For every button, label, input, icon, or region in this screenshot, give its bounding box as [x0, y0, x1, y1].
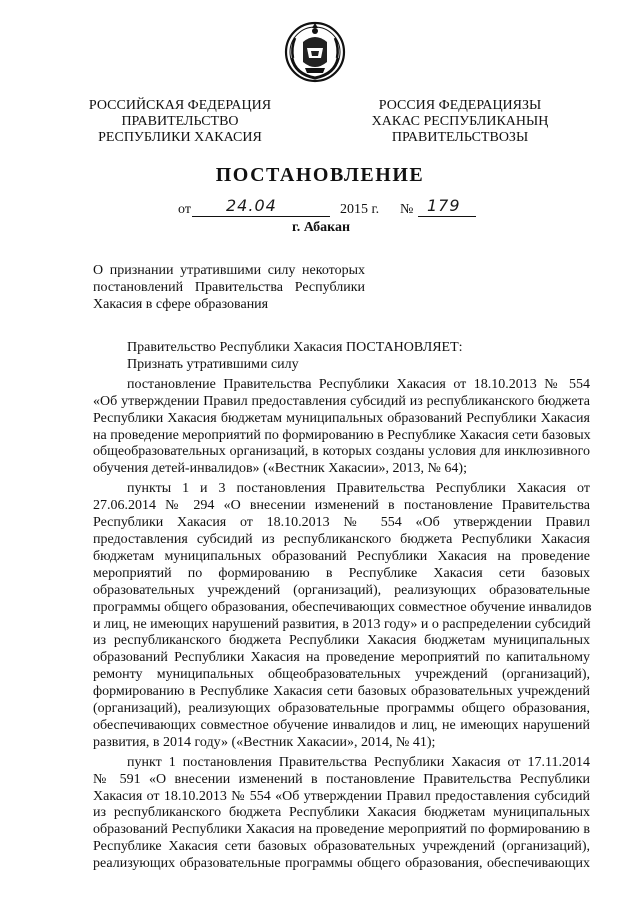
- handwritten-date: 24.04: [226, 196, 277, 215]
- body-line: обучения детей-инвалидов» («Вестник Хакасии», 2013, № 64);: [93, 461, 467, 477]
- body-line: мероприятий по формированию в Республике Хакасия сети базовых: [93, 565, 590, 581]
- header-right: [362, 98, 558, 146]
- body-line: Республики Хакасия от 18.10.2013 № 554 «Об утверждении Правил: [93, 515, 590, 531]
- header-right-line-1: РОССИЯ ФЕДЕРАЦИЯЗЫ: [378, 98, 542, 113]
- header-right-line-3: ПРАВИТЕЛЬСТВОЗЫ: [391, 130, 529, 145]
- body-line: образований Республики Хакасия на проведение мероприятий по формированию в: [93, 822, 590, 838]
- body-text: [93, 340, 590, 873]
- body-line: формированию в Республике Хакасия сети базовых образовательных учреждений: [93, 684, 590, 700]
- body-line: № 591 «О внесении изменений в постановление Правительства Республики: [93, 771, 590, 787]
- number-sign: №: [400, 202, 414, 217]
- body-line: развития, в 2014 году» («Вестник Хакасии», 2014, № 41);: [93, 734, 436, 750]
- body-line: (организаций), реализующих образовательные программы общего образования,: [93, 701, 590, 717]
- date-line: [0, 196, 640, 220]
- body-line: Республики Хакасия бюджетам муниципальных образований Республики Хакасия: [93, 410, 590, 426]
- khakassia-coat-of-arms-icon: [283, 18, 347, 84]
- body-line: Республике Хакасия сети базовых образовательных учреждений (организаций),: [93, 839, 590, 855]
- body-line: постановление Правительства Республики Хакасия от 18.10.2013 № 554: [127, 376, 590, 392]
- body-line: предоставления субсидий из республиканского бюджета Республики Хакасия: [93, 531, 590, 547]
- date-underline: [192, 216, 330, 217]
- body-line: Хакасия от 18.10.2013 № 554 «Об утверждении Правил предоставления субсидий: [93, 788, 590, 804]
- body-line: программы общего образования, обеспечивающих совместное обучение инвалидов: [93, 599, 592, 615]
- body-line: обеспечивающих совместное обучение инвалидов и лиц, не имеющих нарушений: [93, 717, 590, 733]
- body-line: 27.06.2014 № 294 «О внесении изменений в постановление Правительства: [93, 498, 590, 514]
- subject-line-2: постановлений Правительства Республики: [93, 280, 365, 295]
- header-left-line-3: РЕСПУБЛИКИ ХАКАСИЯ: [98, 130, 262, 145]
- body-line: реализующих образовательные программы общего образования, обеспечивающих: [93, 856, 590, 872]
- body-line: на проведение мероприятий по формированию в Республике Хакасия сети базовых: [93, 427, 591, 443]
- number-underline: [418, 216, 476, 217]
- header-left-line-1: РОССИЙСКАЯ ФЕДЕРАЦИЯ: [88, 98, 272, 113]
- date-prefix: от: [178, 202, 191, 217]
- body-line: общеобразовательных организаций, в которых созданы условия для инклюзивного: [93, 444, 590, 460]
- body-line: и лиц, не имеющих нарушений развития, в 2013 году» и о распределении субсидий: [93, 616, 591, 632]
- body-line: из республиканского бюджета Республики Хакасия бюджетам муниципальных: [93, 805, 590, 821]
- body-line: ремонту муниципальных общеобразовательных учреждений (организаций),: [93, 667, 590, 683]
- subject-line-1: О признании утратившими силу некоторых: [93, 263, 365, 278]
- subject-block: [93, 262, 365, 313]
- handwritten-number: 179: [427, 196, 461, 215]
- header-right-line-2: ХАКАС РЕСПУБЛИКАНЫҢ: [371, 114, 549, 129]
- body-line: из республиканского бюджета Республики Хакасия бюджетам муниципальных: [93, 633, 590, 649]
- body-line: образований Республики Хакасия на проведение мероприятий по капитальному: [93, 650, 590, 666]
- city-name: г. Абакан: [292, 220, 351, 235]
- year-text: 2015 г.: [340, 202, 380, 217]
- header-left: [82, 98, 278, 146]
- header-left-line-2: ПРАВИТЕЛЬСТВО: [121, 114, 239, 129]
- body-line: пункт 1 постановления Правительства Республики Хакасия от 17.11.2014: [127, 754, 590, 770]
- subject-line-3: Хакасия в сфере образования: [93, 297, 269, 312]
- body-line: Правительство Республики Хакасия ПОСТАНОВЛЯЕТ:: [127, 340, 463, 355]
- body-line: бюджетам муниципальных образований Республики Хакасия на проведение: [93, 548, 590, 564]
- body-line: образовательных учреждений (организаций), реализующих образовательные: [93, 582, 590, 598]
- document-title: ПОСТАНОВЛЕНИЕ: [215, 164, 425, 186]
- body-line: Признать утратившими силу: [127, 356, 299, 372]
- body-line: «Об утверждении Правил предоставления субсидий из республиканского бюджета: [93, 393, 590, 409]
- body-line: пункты 1 и 3 постановления Правительства Республики Хакасия от: [127, 481, 590, 497]
